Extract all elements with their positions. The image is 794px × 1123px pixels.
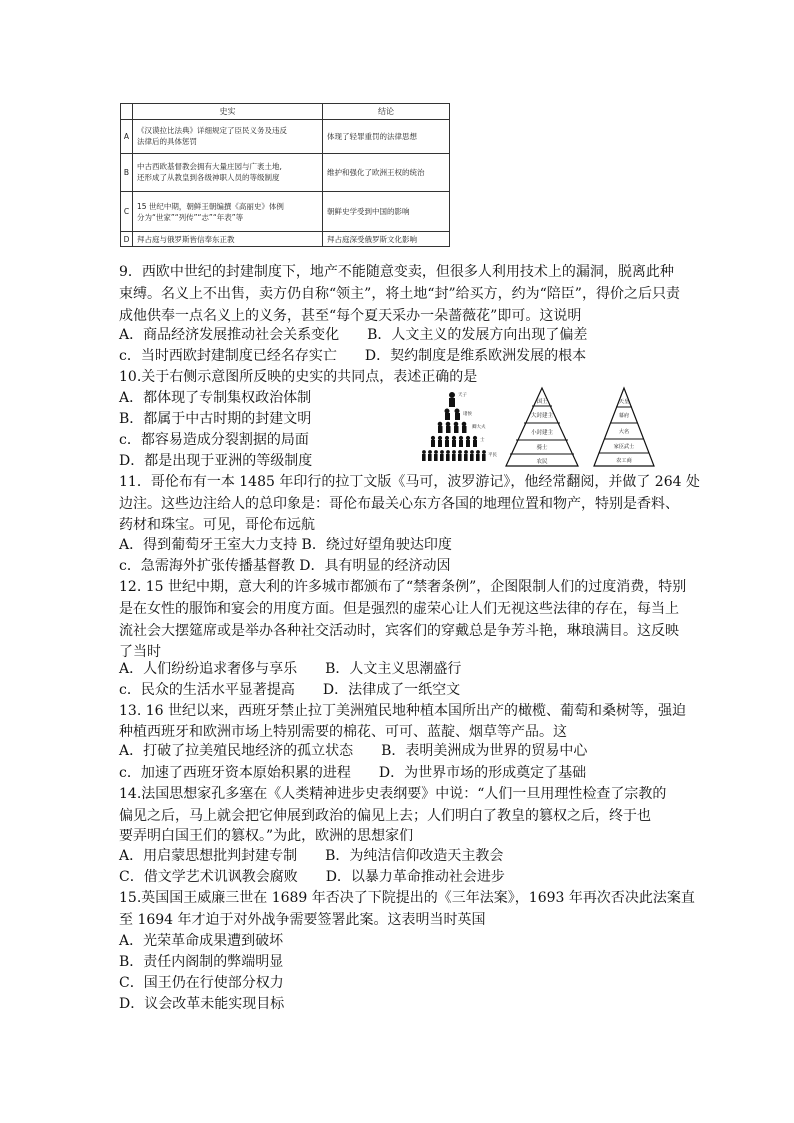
diagram-level: 天皇 [618,399,630,405]
table-row [121,232,450,247]
diagram-level: 幕府 [618,413,630,419]
q12-stem-line: 了当时 [119,644,161,660]
diagram-label: 卿大夫 [472,425,486,430]
q10-option-line: c．都容易造成分裂割据的局面 [119,432,309,448]
q15-option-line: D．议会改革未能实现目标 [119,996,285,1012]
q14-stem-line: 14.法国思想家孔多塞在《人类精神进步史表纲要》中说：“人们一旦用理性检查了宗教的 [119,786,667,802]
q14-option-line: C．借文学艺术讥讽教会腐败 D．以暴力革命推动社会进步 [119,869,505,885]
q12-option-line: c．民众的生活水平显著提高 D．法律成了一纸空文 [119,682,461,698]
table-row-conclusion: 拜占庭深受俄罗斯文化影响 [323,232,450,247]
table-row-option: C [121,191,133,231]
q9-stem-line: 成他供奉一点名义上的义务，甚至“每个夏天采办一朵蔷薇花”即可。这说明 [119,308,582,324]
q13-stem-line: 种植西班牙和欧洲市场上特别需要的棉花、可可、蓝靛、烟草等产品。这 [119,724,567,740]
q13-option-line: A．打破了拉美殖民地经济的孤立状态 B．表明美洲成为世界的贸易中心 [119,743,588,759]
table-header-row [121,104,450,120]
diagram-label: 士 [480,438,485,443]
table-row-fact [133,232,323,247]
q15-option-line: B．责任内阁制的弊端明显 [119,954,284,970]
table-row-option: D [121,232,133,247]
q12-stem-line: 是在女性的服饰和宴会的用度方面。但是强烈的虚荣心让人们无视这些法律的存在，每当上 [119,601,679,617]
diagram-level: 大封建主 [530,413,554,419]
fact-line: 法律后的具体惩罚 [137,137,197,147]
q11-stem-line: 边注。这些边注给人的总印象是：哥伦布最关心东方各国的地理位置和物产，特别是香料、 [119,496,679,512]
diagram-label: 诸侯 [463,412,472,417]
table-row-option: A [121,119,133,153]
table-row [121,191,450,231]
diagram-level: 大名 [618,429,630,435]
q12-stem-line: 流社会大摆筵席或是举办各种社交活动时，宾客们的穿戴总是争芳斗艳，琳琅满目。这反映 [119,623,679,639]
diagram-level: 国王 [536,399,548,405]
q14-option-line: A．用启蒙思想批判封建专制 B．为纯洁信仰改造天主教会 [119,848,504,864]
table-row [121,119,450,153]
diagram-label: 天子 [458,393,467,398]
fact-line: 《汉谟拉比法典》详细规定了臣民义务及违反 [137,126,287,136]
q11-option-line: A．得到葡萄牙王室大力支持 B．绕过好望角驶达印度 [119,537,452,553]
q13-option-line: c．加速了西班牙资本原始积累的进程 D．为世界市场的形成奠定了基础 [119,765,587,781]
table-row [121,153,450,191]
q13-stem-line: 13. 16 世纪以来，西班牙禁止拉丁美洲殖民地种植本国所出产的橄榄、葡萄和桑树等，强迫 [119,703,686,719]
diagram-level: 农民 [536,459,548,465]
q15-option-line: C．国王仍在行使部分权力 [119,975,284,991]
table-row-conclusion: 朝鲜史学受到中国的影响 [323,191,450,231]
table-row-fact [133,119,323,153]
q10-option-line: D．都是出现于亚洲的等级制度 [119,453,313,469]
table-header-conclusion: 结论 [323,104,450,120]
table-row-fact [133,191,323,231]
fact-line: 15 世纪中期，朝鲜王朝编撰《高丽史》体例 [137,201,284,211]
fact-line: 还形成了从教皇到各级神职人员的等级制度 [137,173,280,183]
zhou-hierarchy-figure [422,391,497,461]
q9-option-line: A．商品经济发展推动社会关系变化 B．人文主义的发展方向出现了偏差 [119,327,588,343]
fact-line: 中古西欧基督教会拥有大量庄园与广袤土地, [137,162,282,172]
facts-conclusion-table [120,103,450,247]
table-header-fact: 史实 [133,104,323,120]
q14-stem-line: 要弄明白国王们的篡权。”为此，欧洲的思想家们 [119,828,414,844]
q11-option-line: c．急需海外扩张传播基督教 D．具有明显的经济动因 [119,558,451,574]
table-row-conclusion: 体现了轻罪重罚的法律思想 [323,119,450,153]
q15-stem-line: 15.英国国王威廉三世在 1689 年否决了下院提出的《三年法案》，1693 年再次否决此法案直 [119,890,695,906]
diagram-level: 小封建主 [530,430,554,436]
q10-stem-line: 10.关于右侧示意图所反映的史实的共同点，表述正确的是 [119,369,478,385]
table-header-option [121,104,133,120]
feudal-pyramid-figure [506,388,578,466]
diagram-level: 骑士 [536,445,548,451]
japan-pyramid-figure [594,388,654,466]
table-row-option: B [121,153,133,191]
q15-option-line: A．光荣革命成果遭到破坏 [119,933,284,949]
q11-stem-line: 药材和珠宝。可见，哥伦布远航 [119,517,315,533]
q11-stem-line: 11．哥伦布有一本 1485 年印行的拉丁文版《马可，波罗游记》，他经常翻阅，并做了 264 处 [119,474,700,490]
hierarchy-diagrams [418,386,664,468]
q9-stem-line: 束缚。名义上不出售，卖方仍自称“领主”，将土地“封”给买方，约为“陪臣”，得价之后只责 [119,286,680,302]
q12-stem-line: 12. 15 世纪中期，意大利的许多城市都颁布了“禁奢条例”，企图限制人们的过度消费，特别 [119,579,687,595]
table-row-conclusion: 维护和强化了欧洲王权的统治 [323,153,450,191]
diagram-level: 农工商 [616,458,632,464]
q9-option-line: c．当时西欧封建制度已经名存实亡 D．契约制度是维系欧洲发展的根本 [119,348,587,364]
diagram-level: 家臣武士 [613,444,635,450]
hierarchy-diagrams-svg [418,386,664,468]
q12-option-line: A．人们纷纷追求奢侈与享乐 B．人文主义思潮盛行 [119,661,462,677]
fact-line: 分为“世家”“列传”“志”“年表”等 [137,212,244,222]
q15-stem-line: 至 1694 年才迫于对外战争需要签署此案。这表明当时英国 [119,912,486,928]
diagram-label: 平民 [488,453,497,458]
fact-line: 拜占庭与俄罗斯皆信奉东正教 [137,234,235,244]
table-row-fact [133,153,323,191]
q14-stem-line: 偏见之后，马上就会把它伸展到政治的偏见上去；人们明白了教皇的篡权之后，终于也 [119,808,651,824]
q9-stem-line: 9．西欧中世纪的封建制度下，地产不能随意变卖，但很多人利用技术上的漏洞，脱离此种 [119,264,674,280]
q10-option-line: B．都属于中古时期的封建文明 [119,411,312,427]
q10-option-line: A．都体现了专制集权政治体制 [119,390,312,406]
